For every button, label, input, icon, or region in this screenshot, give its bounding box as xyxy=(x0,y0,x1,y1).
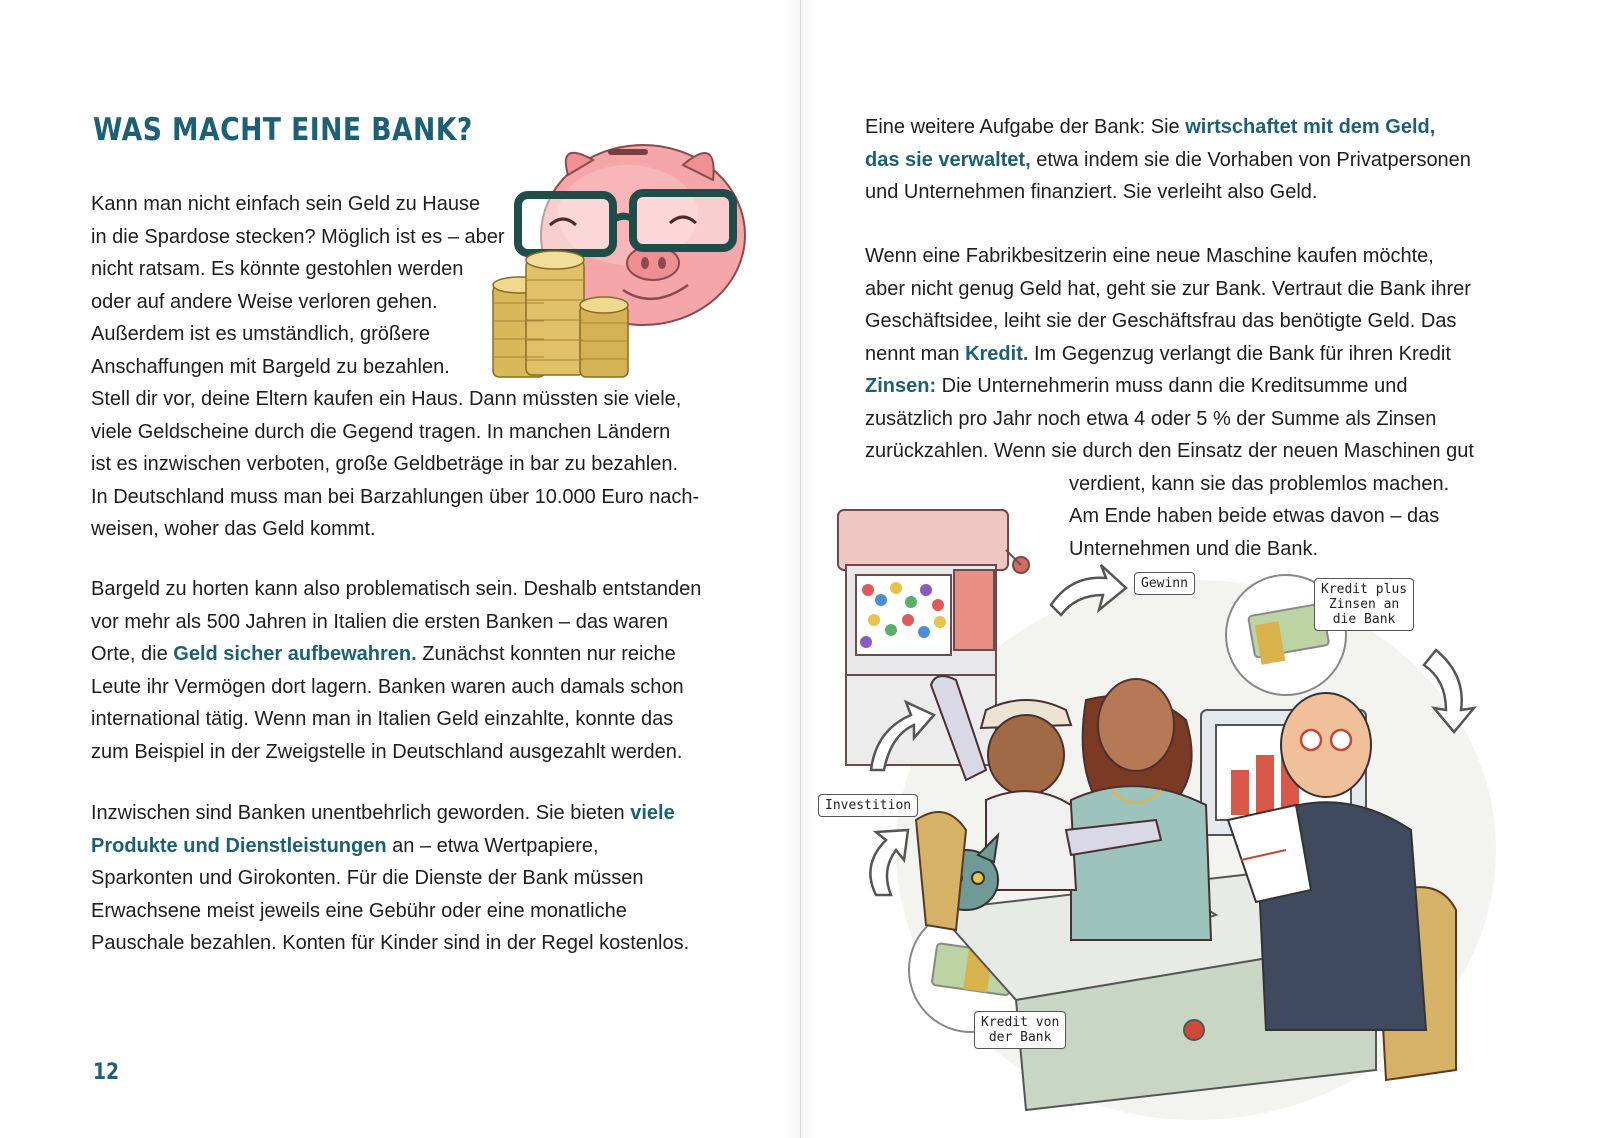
text-line: Sparkonten und Girokonten. Für die Dienste der Bank müssen xyxy=(91,867,644,889)
highlight-term: Produkte und Dienstleistungen xyxy=(91,834,387,857)
highlight-term: Zinsen: xyxy=(865,375,937,397)
text-segment: etwa indem sie die Vorhaben von Privatpersonen xyxy=(1030,148,1471,171)
text-line: Bargeld zu horten kann also problematisch sein. Deshalb entstanden xyxy=(91,578,702,600)
right-page xyxy=(801,0,1600,1138)
label-line: Zinsen an xyxy=(1328,597,1400,612)
highlight-term: Geld sicher aufbewahren. xyxy=(173,643,417,665)
text-line: Stell dir vor, deine Eltern kaufen ein Haus. Dann müssten sie viele, xyxy=(91,388,682,410)
text-segment: Inzwischen sind Banken unentbehrlich geworden. Sie bieten xyxy=(91,802,631,824)
text-line: zum Beispiel in der Zweigstelle in Deutschland ausgezahlt werden. xyxy=(91,740,683,763)
text-segment: an – etwa Wertpapiere, xyxy=(386,834,599,857)
paragraph-history xyxy=(91,573,701,768)
page-number: 12 xyxy=(93,1060,120,1085)
label-investition: Investition xyxy=(818,794,918,817)
label-line: Kredit von xyxy=(981,1015,1060,1030)
text-line xyxy=(865,338,1474,371)
paragraph-services xyxy=(91,797,689,960)
label-line: Kredit plus xyxy=(1321,582,1408,597)
text-line xyxy=(91,638,701,671)
label-gewinn: Gewinn xyxy=(1134,572,1195,595)
label-line: der Bank xyxy=(988,1030,1052,1045)
text-line: Leute ihr Vermögen dort lagern. Banken waren auch damals schon xyxy=(91,675,684,698)
text-line: verdient, kann sie das problemlos machen. xyxy=(1069,472,1450,495)
text-line: Geschäftsidee, leiht sie der Geschäftsfrau das benötigte Geld. Das xyxy=(865,310,1457,332)
text-segment: nennt man xyxy=(865,342,966,365)
text-line: zurückzahlen. Wenn sie durch den Einsatz der neuen Maschinen gut xyxy=(865,440,1474,462)
text-line: oder auf andere Weise verloren gehen. xyxy=(91,290,438,313)
text-line xyxy=(865,144,1471,177)
label-kredit-von-der-bank xyxy=(974,1011,1066,1049)
text-line: Wenn eine Fabrikbesitzerin eine neue Maschine kaufen möchte, xyxy=(865,245,1434,267)
page-heading: WAS MACHT EINE BANK? xyxy=(93,112,473,148)
text-line: In Deutschland muss man bei Barzahlungen über 10.000 Euro nach- xyxy=(91,485,700,508)
text-line: Außerdem ist es umständlich, größere xyxy=(91,323,431,345)
text-line: in die Spardose stecken? Möglich ist es – aber xyxy=(91,225,505,248)
text-line: Unternehmen und die Bank. xyxy=(1069,537,1319,560)
text-line: Anschaffungen mit Bargeld zu bezahlen. xyxy=(91,355,450,378)
text-line: nicht ratsam. Es könnte gestohlen werden xyxy=(91,258,464,280)
text-segment: Eine weitere Aufgabe der Bank: Sie xyxy=(865,116,1186,138)
text-line: Kann man nicht einfach sein Geld zu Hause xyxy=(91,193,481,215)
text-segment: Orte, die xyxy=(91,643,174,665)
text-line: zusätzlich pro Jahr noch etwa 4 oder 5 % der Summe als Zinsen xyxy=(865,407,1437,430)
text-line xyxy=(91,830,689,863)
highlight-term: viele xyxy=(630,802,675,824)
highlight-term: Kredit. xyxy=(965,342,1029,365)
text-line xyxy=(91,797,689,830)
highlight-term: das sie verwaltet, xyxy=(865,148,1031,171)
label-line: die Bank xyxy=(1332,612,1396,627)
paragraph-intro xyxy=(91,188,699,546)
text-line: international tätig. Wenn man in Italien Geld einzahlte, konnte das xyxy=(91,708,674,730)
text-line: und Unternehmen finanziert. Sie verleiht also Geld. xyxy=(865,181,1318,203)
label-kredit-plus-zinsen xyxy=(1314,578,1414,631)
text-line: Erwachsene meist jeweils eine Gebühr oder eine monatliche xyxy=(91,899,627,922)
text-line: weisen, woher das Geld kommt. xyxy=(91,518,376,540)
text-segment: Die Unternehmerin muss dann die Kreditsumme und xyxy=(936,375,1408,397)
text-line: aber nicht genug Geld hat, geht sie zur Bank. Vertraut die Bank ihrer xyxy=(865,277,1471,300)
text-line xyxy=(865,111,1471,144)
text-segment: Im Gegenzug verlangt die Bank für ihren Kredit xyxy=(1028,342,1451,365)
text-line: Pauschale bezahlen. Konten für Kinder sind in der Regel kostenlos. xyxy=(91,932,690,954)
highlight-term: wirtschaftet mit dem Geld, xyxy=(1185,116,1436,138)
text-segment: Zunächst konnten nur reiche xyxy=(416,643,676,665)
text-line xyxy=(865,370,1474,403)
text-line: viele Geldscheine durch die Gegend tragen. In manchen Ländern xyxy=(91,420,671,443)
text-line: vor mehr als 500 Jahren in Italien die ersten Banken – das waren xyxy=(91,610,669,633)
text-line: Am Ende haben beide etwas davon – das xyxy=(1069,505,1440,527)
bank-scene-illustration xyxy=(816,470,1516,1130)
text-line: ist es inzwischen verboten, große Geldbeträge in bar zu bezahlen. xyxy=(91,453,679,475)
paragraph-lending xyxy=(865,111,1471,209)
